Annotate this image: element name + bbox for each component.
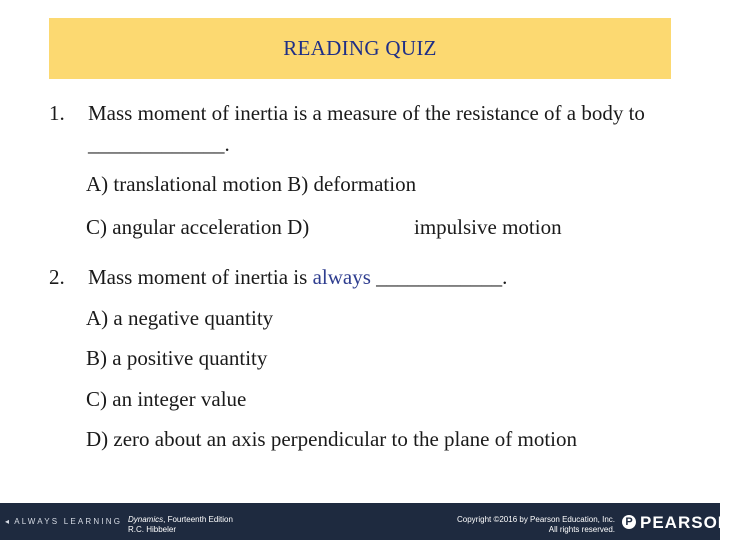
footer-copyright-line1: Copyright ©2016 by Pearson Education, Inc. xyxy=(457,515,615,524)
footer-book-info xyxy=(128,515,233,535)
question-2-text-after: ____________. xyxy=(370,265,508,289)
question-1-number: 1. xyxy=(49,101,65,125)
question-1-options-ab: A) translational motion B) deformation xyxy=(86,172,417,196)
publisher-logo: PEARSON xyxy=(640,513,731,532)
question-2-highlight: always xyxy=(312,265,371,289)
question-1-option-d: impulsive motion xyxy=(414,215,562,239)
question-2-option-b: B) a positive quantity xyxy=(86,346,268,370)
question-1-options-cd-label: C) angular acceleration D) xyxy=(86,215,310,239)
title-banner xyxy=(49,18,671,79)
slide-title: READING QUIZ xyxy=(283,36,437,60)
question-2-option-c: C) an integer value xyxy=(86,387,247,411)
bullet-icon: ◂ xyxy=(5,517,12,526)
question-1-text: Mass moment of inertia is a measure of the resistance of a body to _____________. xyxy=(88,101,645,156)
footer-brand-text: ALWAYS LEARNING xyxy=(14,517,123,526)
footer-copyright xyxy=(405,515,615,535)
question-2-text xyxy=(88,262,668,293)
question-2-option-d: D) zero about an axis perpendicular to the plane of motion xyxy=(86,427,577,451)
footer-copyright-line2: All rights reserved. xyxy=(548,525,615,534)
footer-bar xyxy=(0,503,731,540)
footer-book-author: R.C. Hibbeler xyxy=(128,525,177,534)
footer-brand xyxy=(5,517,122,526)
footer-book-edition: , Fourteenth Edition xyxy=(163,515,233,524)
pearson-logo-icon: P xyxy=(622,515,636,529)
question-2-number: 2. xyxy=(49,265,65,289)
question-2-text-before: Mass moment of inertia is xyxy=(88,265,313,289)
question-2-option-a: A) a negative quantity xyxy=(86,306,274,330)
footer-book-title: Dynamics xyxy=(128,515,164,524)
